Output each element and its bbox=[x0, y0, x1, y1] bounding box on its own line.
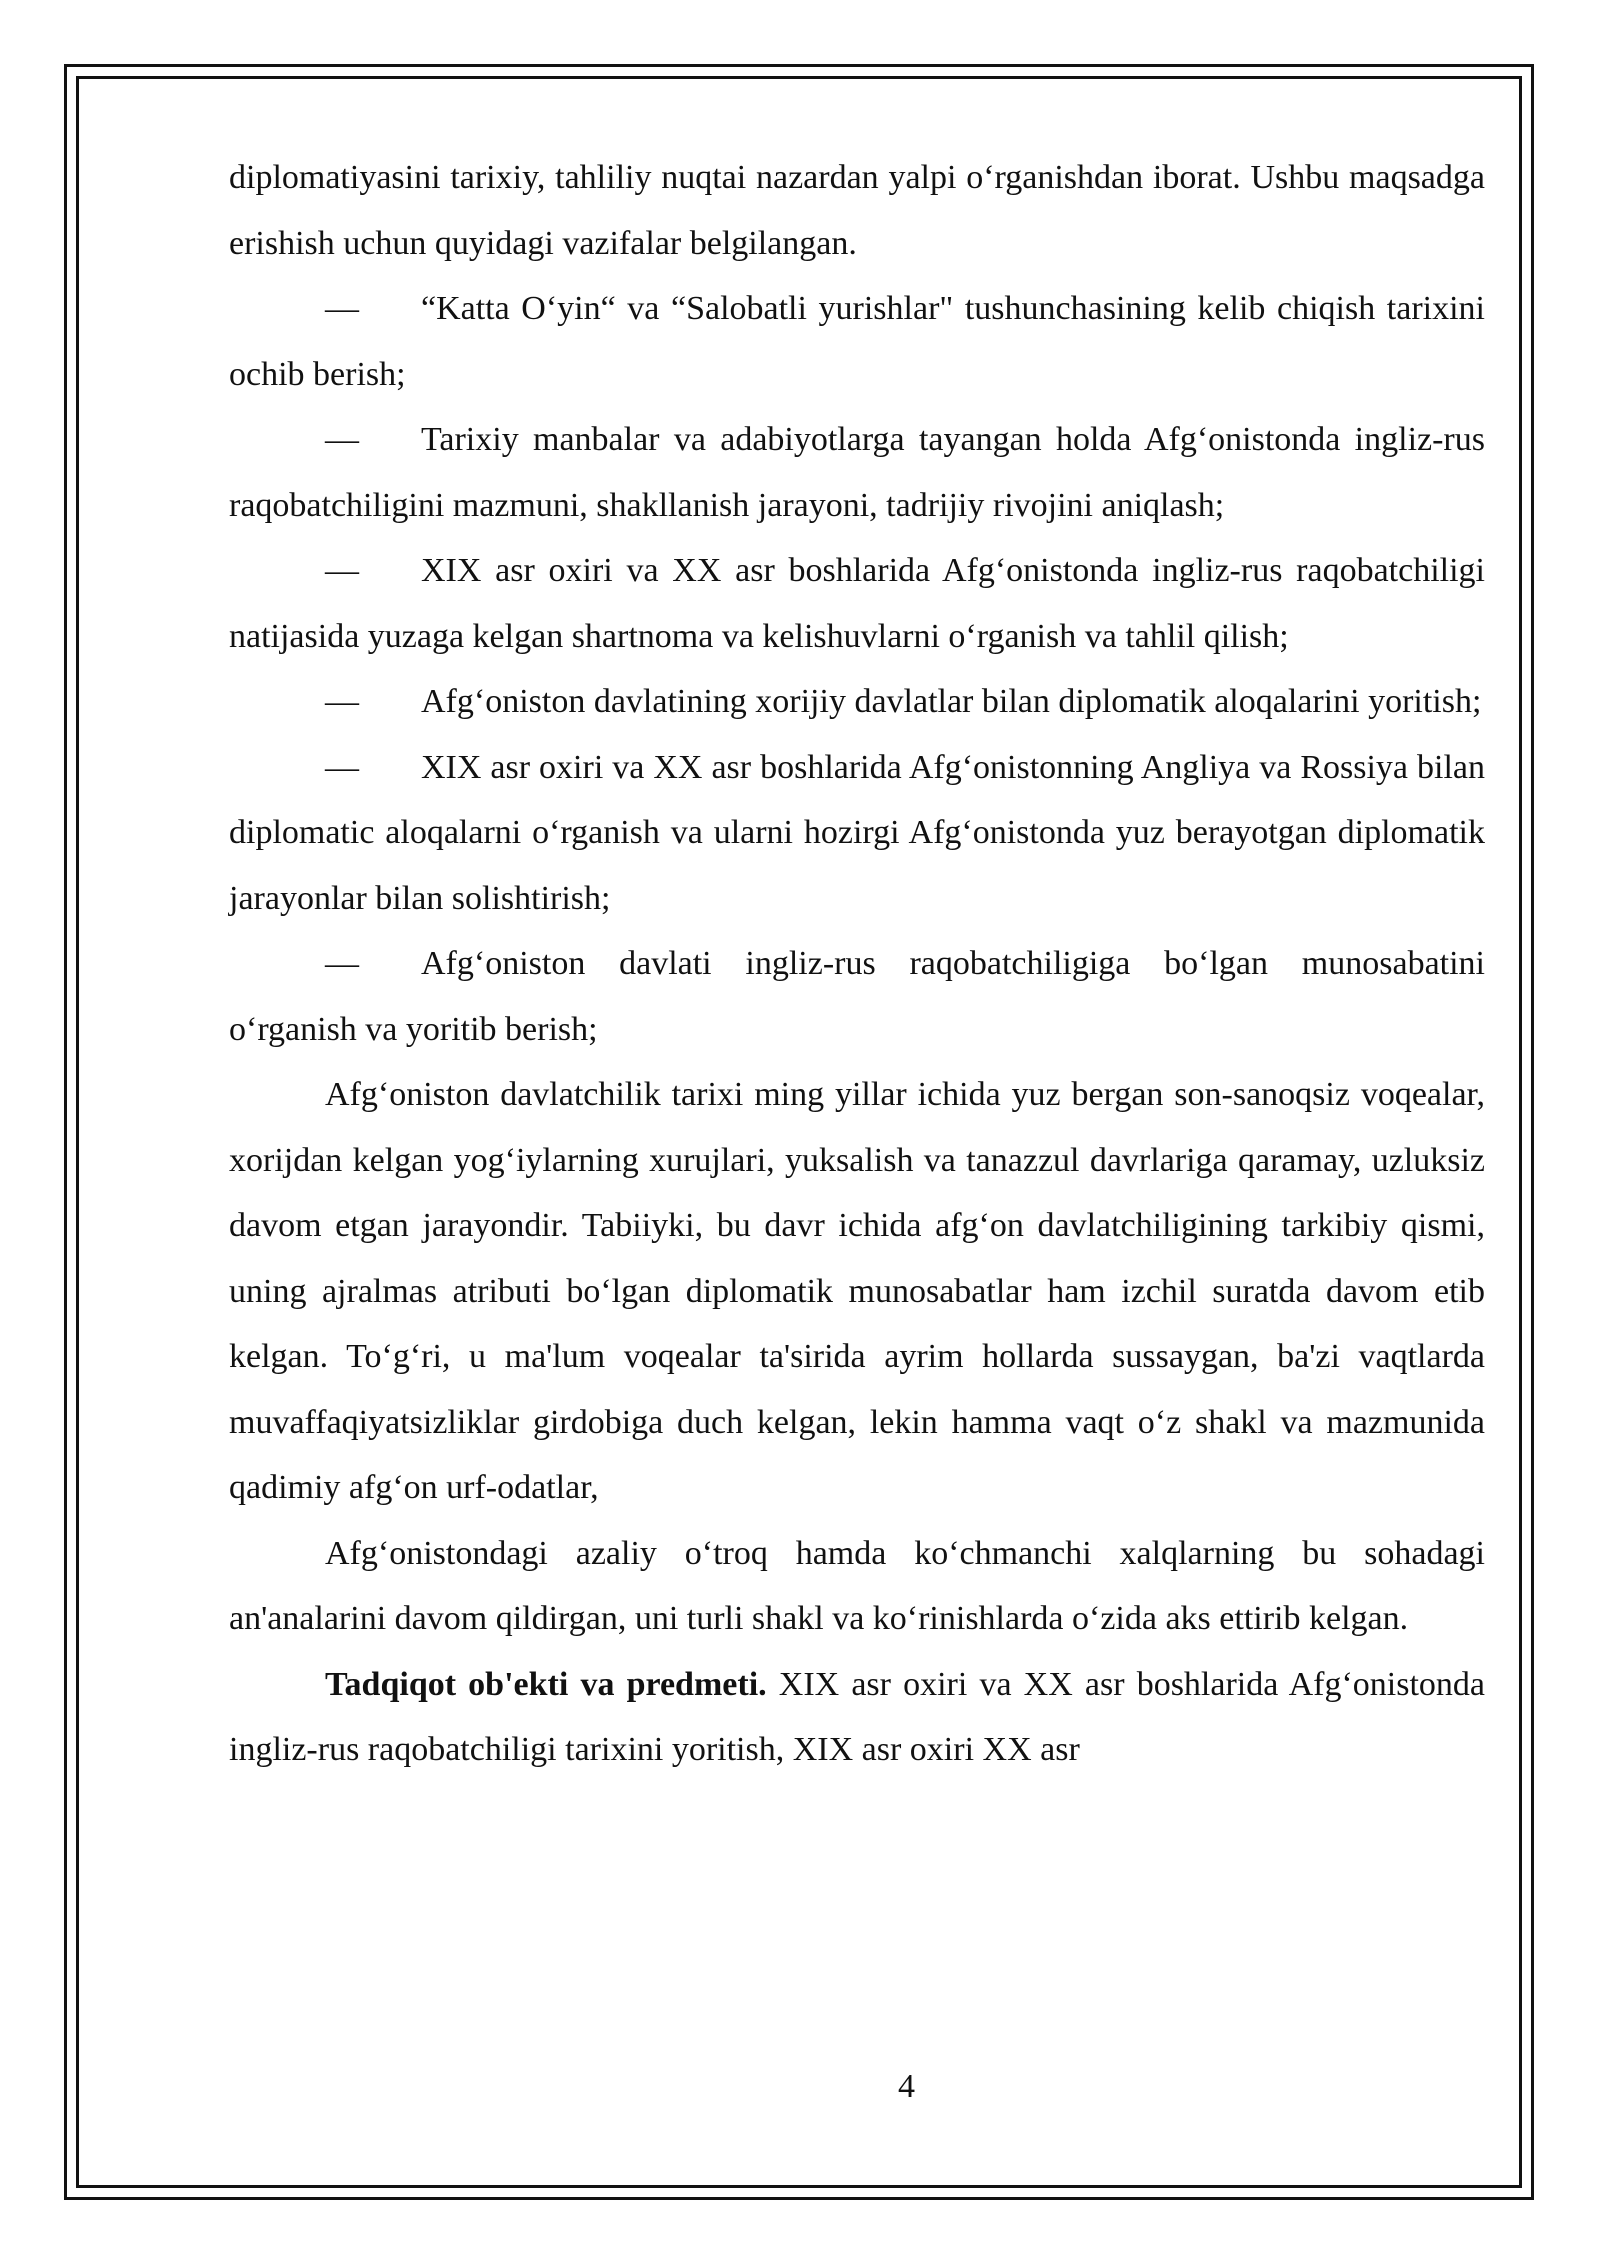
list-item-text: XIX asr oxiri va XX asr boshlarida Afg‘onistonda ingliz-rus raqobatchiligi natijasida yuzaga kelgan shartnoma va kelishuvlarni o‘rganish va tahlil qilish; bbox=[229, 552, 1485, 655]
list-item bbox=[229, 931, 1485, 1062]
paragraph-traditions: Afg‘onistondagi azaliy o‘troq hamda ko‘chmanchi xalqlarning bu sohadagi an'analarini davom qildirgan, uni turli shakl va ko‘rinishlarda o‘zida aks ettirib kelgan. bbox=[229, 1534, 1485, 1637]
dash-bullet: — bbox=[325, 683, 359, 720]
list-item bbox=[229, 735, 1485, 932]
paragraph-text: XIX asr oxiri va XX asr boshlarida Afg‘onistonda ingliz-rus raqobatchiligi tarixini yoritish, XIX asr oxiri XX asr bbox=[229, 1665, 1485, 1768]
list-item-text: “Katta O‘yin“ va “Salobatli yurishlar" tushunchasining kelib chiqish tarixini ochib berish; bbox=[229, 290, 1485, 393]
list-item bbox=[229, 276, 1485, 407]
list-item-text: Afg‘oniston davlatining xorijiy davlatlar bilan diplomatik aloqalarini yoritish; bbox=[421, 683, 1482, 720]
dash-bullet: — bbox=[325, 945, 359, 982]
paragraph-research-object bbox=[229, 1652, 1485, 1783]
dash-bullet: — bbox=[325, 748, 359, 786]
document-body bbox=[229, 145, 1485, 1783]
list-item bbox=[229, 669, 1485, 735]
paragraph-intro: diplomatiyasini tarixiy, tahliliy nuqtai nazardan yalpi o‘rganishdan iborat. Ushbu maqsadga erishish uchun quyidagi vazifalar belgilangan. bbox=[229, 159, 1485, 262]
dash-bullet: — bbox=[325, 290, 359, 327]
page-number: 4 bbox=[898, 2068, 915, 2105]
list-item bbox=[229, 538, 1485, 669]
list-item-text: XIX asr oxiri va XX asr boshlarida Afg‘onistonning Angliya va Rossiya bilan diplomatic aloqalarni o‘rganish va ularni hozirgi Afg‘onistonda yuz berayotgan diplomatik jarayonlar bilan solishtirish; bbox=[229, 748, 1485, 917]
list-item bbox=[229, 407, 1485, 538]
paragraph-history: Afg‘oniston davlatchilik tarixi ming yillar ichida yuz bergan son-sanoqsiz voqealar, xorijdan kelgan yog‘iylarning xurujlari, yuksalish va tanazzul davrlariga qaramay, uzluksiz davom etgan jarayondir. Tabiiyki, bu davr ichida afg‘on davlatchiligining tarkibiy qismi, uning ajralmas atributi bo‘lgan diplomatik munosabatlar ham izchil suratda davom etib kelgan. To‘g‘ri, u ma'lum voqealar ta'sirida ayrim hollarda sussaygan, ba'zi vaqtlarda muvaffaqiyatsizliklar girdobiga duch kelgan, lekin hamma vaqt o‘z shakl va mazmunida qadimiy afg‘on urf-odatlar, bbox=[229, 1076, 1485, 1506]
section-heading: Tadqiqot ob'ekti va predmeti. bbox=[325, 1665, 767, 1703]
dash-bullet: — bbox=[325, 552, 359, 589]
list-item-text: Tarixiy manbalar va adabiyotlarga tayangan holda Afg‘onistonda ingliz-rus raqobatchiligini mazmuni, shakllanish jarayoni, tadrijiy rivojini aniqlash; bbox=[229, 421, 1485, 524]
list-item-text: Afg‘oniston davlati ingliz-rus raqobatchiligiga bo‘lgan munosabatini o‘rganish va yoritib berish; bbox=[229, 945, 1485, 1048]
dash-bullet: — bbox=[325, 421, 359, 458]
